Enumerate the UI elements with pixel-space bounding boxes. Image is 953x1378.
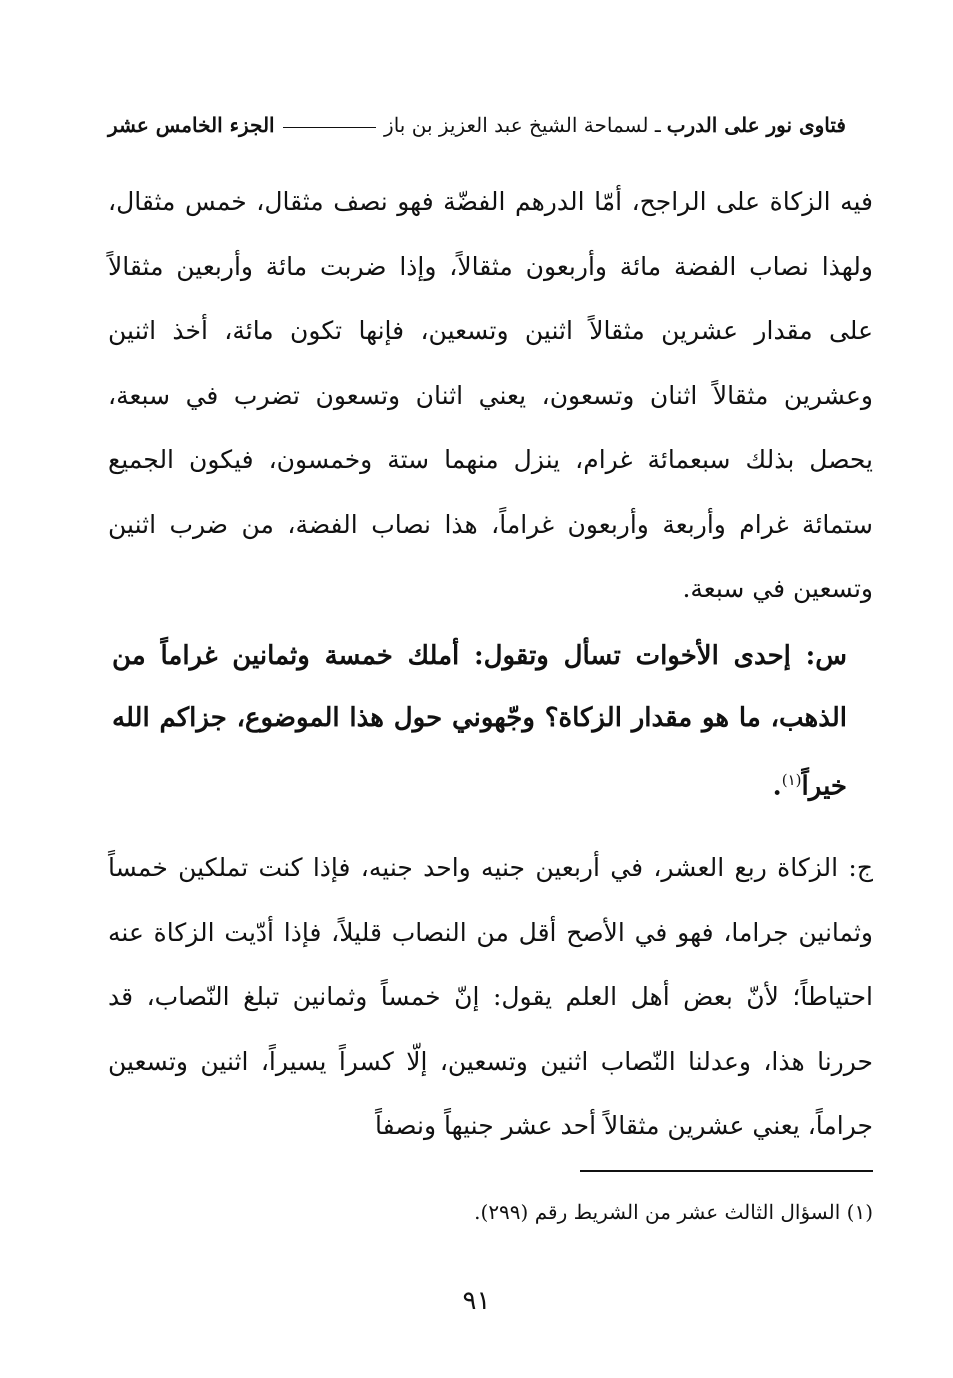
answer-prefix: ج: (838, 853, 873, 882)
page-number: ٩١ (462, 1286, 491, 1316)
running-header (108, 113, 846, 137)
footnote-reference[interactable]: (١) (781, 771, 802, 789)
answer-block (108, 836, 873, 1159)
footnote-separator (580, 1170, 873, 1172)
part-title: الجزء الخامس عشر (108, 113, 275, 137)
author-name: ـ لسماحة الشيخ عبد العزيز بن باز (384, 113, 661, 137)
question-prefix: س: (790, 641, 847, 671)
question-end: . (772, 771, 782, 802)
question-text: إحدى الأخوات تسأل وتقول: أملك خمسة وثمانين غراماً من الذهب، ما هو مقدار الزكاة؟ وجّهوني حول هذا الموضوع، جزاكم الله خيراً (112, 641, 847, 802)
header-rule (283, 127, 376, 128)
paragraph-continuation: فيه الزكاة على الراجح، أمّا الدرهم الفضّة فهو نصف مثقال، خمس مثقال، ولهذا نصاب الفضة مائة وأربعون مثقالاً، وإذا ضربت مائة وأربعين مثقالاً على مقدار عشرين مثقالاً اثنين وتسعين، فإنها تكون مائة، أخذ اثنين وعشرين مثقالاً اثنان وتسعون، يعني اثنان وتسعون تضرب في سبعة، يحصل بذلك سبعمائة غرام، ينزل منهما ستة وخمسون، فيكون الجميع ستمائة غرام وأربعة وأربعون غراماً، هذا نصاب الفضة، من ضرب اثنين وتسعين في سبعة. (108, 187, 874, 603)
answer-text: الزكاة ربع العشر، في أربعين جنيه واحد جنيه، فإذا كنت تملكين خمساً وثمانين جراما، فهو في الأصح أقل من النصاب قليلاً، فإذا أدّيت الزكاة عنه احتياطاً؛ لأنّ بعض أهل العلم يقول: إنّ خمساً وثمانين تبلغ النّصاب، قد حررنا هذا، وعدلنا النّصاب اثنين وتسعين، إلّا كسراً يسيراً، اثنين وتسعين جراماً، يعني عشرين مثقالاً أحد عشر جنيهاً ونصفاً (108, 853, 873, 1140)
book-title: فتاوى نور على الدرب (666, 113, 846, 137)
footnote: (١) السؤال الثالث عشر من الشريط رقم (٢٩٩). (474, 1200, 873, 1224)
question-block (112, 625, 847, 818)
